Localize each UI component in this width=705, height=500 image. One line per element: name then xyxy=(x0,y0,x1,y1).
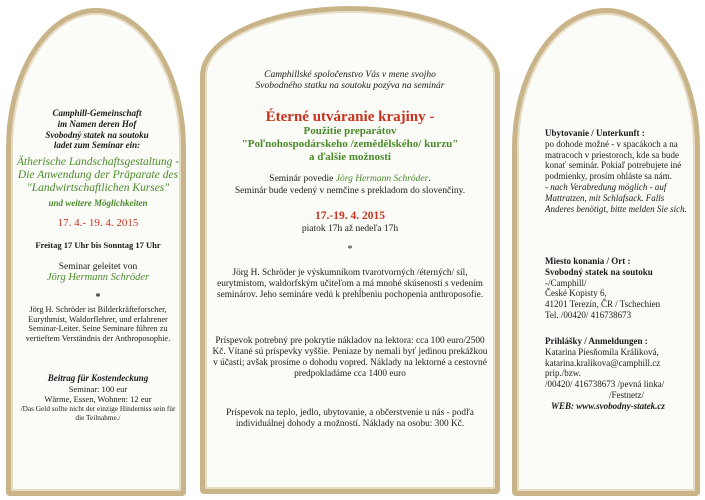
registration-email: katarina.kralikova@camphill.cz xyxy=(545,357,661,368)
mid-subtitle-1: Použitie preparátov xyxy=(303,125,397,137)
org-line: Svobodný statek na soutoku xyxy=(45,129,149,140)
org-line: im Namen deren Hof xyxy=(57,118,137,129)
registration-line: príp./bzw. xyxy=(545,368,581,379)
place-line: 41201 Terezín, ČR / Tschechien xyxy=(545,299,661,310)
lodging-text: po dohode možné - v spacákoch a na matracoch v priestoroch, kde sa bude konať seminár. Pokiaľ potrebujete iné podmienky, prosím ohláste sa nám. xyxy=(545,138,682,182)
left-dates: 17. 4.- 19. 4. 2015 xyxy=(57,217,139,229)
intro-line: Camphillské spoločenstvo Vás v mene svojho xyxy=(264,70,436,80)
left-times: Freitag 17 Uhr bis Sonntag 17 Uhr xyxy=(35,240,161,250)
registration-line: /Festnetz/ xyxy=(609,389,644,400)
place-line: Tel. /00420/ 416738673 xyxy=(545,309,632,320)
place-line: -/Camphill/ xyxy=(545,277,587,288)
mid-stay: Príspevok na teplo, jedlo, ubytovanie, a občerstvenie u nás - podľa individuálnej dohody a možností. Náklady na osobu: 300 Kč. xyxy=(226,408,474,430)
registration-line: /00420/ 416738673 /pevná linka/ xyxy=(545,379,665,390)
mid-fee: Príspevok potrebný pre pokrytie nákladov na lektora: cca 100 euro/2500 Kč. Vítané sú príspevky vyššie. Peniaze by nemali byť jedinou prekážkou v účasti; avšak prosíme o dohodu vopred. Náklady na lektorné a cestovné predpokladáme cca 1400 euro xyxy=(212,336,488,380)
lodging-title: Ubytovanie / Unterkunft xyxy=(545,128,640,138)
right-panel xyxy=(512,8,700,496)
left-bio: Jörg H. Schröder ist Bilderkräfteforscher, Eurythmist, Waldorflehrer, und erfahrener Seminar-Leiter. Seine Seminare führen zu vertieftem Verständnis der Anthroposophie. xyxy=(25,305,171,343)
fee-line: Seminar: 100 eur xyxy=(68,384,128,394)
mid-lecturer-name: Jörg Hermann Schröder xyxy=(335,174,429,184)
mid-title: Éterné utváranie krajiny - xyxy=(265,109,435,125)
mid-intro xyxy=(215,70,485,93)
mid-led-by: Seminár povedie Jörg Hermann Schröder. xyxy=(269,174,431,184)
left-panel xyxy=(6,8,186,496)
org-line: ladet zum Seminar ein: xyxy=(53,140,141,151)
right-lodging: Ubytovanie / Unterkunft : po dohode možné - v spacákoch a na matracoch v priestoroch, kde sa bude konať seminár. Pokiaľ potrebujete iné podmienky, prosím ohláste sa nám. - nach Verabredung möglich - auf Mattratzen, mit Schlafsack. Falls Anderes benötigt, bitte melden Sie sich. xyxy=(545,128,693,214)
place-line: České Kopisty 6, xyxy=(545,288,607,299)
intro-line: Svobodného statku na soutoku pozýva na seminár xyxy=(255,81,445,92)
registration-line: Katarina Piesňomila Králiková, xyxy=(545,346,659,357)
mid-subtitle-3: a ďalšie možnosti xyxy=(308,151,391,163)
left-organizer xyxy=(24,108,170,151)
left-subtitle: und weitere Möglichkeiten xyxy=(48,198,148,208)
org-line: Camphill-Gemeinschaft xyxy=(52,108,142,118)
left-title: Ätherische Landschaftsgestaltung - Die Anwendung der Präparate des "Landwirtschaftlichen Kurses" xyxy=(16,156,180,195)
left-separator: * xyxy=(95,292,101,303)
website-link: WEB: www.svobodny-statek.cz xyxy=(551,400,665,411)
lodging-text-de: - nach Verabredung möglich - auf Mattratzen, mit Schlafsack. Falls Anderes benötigt, bitte melden Sie sich. xyxy=(545,181,687,214)
right-registration xyxy=(545,336,693,412)
left-lecturer-name: Jörg Hermann Schröder xyxy=(46,272,150,283)
mid-language: Seminár bude vedený v nemčine s prekladom do slovenčiny. xyxy=(234,186,466,196)
registration-title: Prihlášky / Anmeldungen : xyxy=(545,336,648,346)
right-place xyxy=(545,256,693,321)
left-fee-lines xyxy=(18,384,178,404)
place-name: Svobodný statek na soutoku xyxy=(545,266,653,277)
mid-subtitle-2: "Poľnohospodárskeho /zemědělského/ kurzu" xyxy=(241,138,459,150)
mid-separator: * xyxy=(347,244,353,255)
mid-times: piatok 17h až nedeľa 17h xyxy=(301,224,399,234)
left-led-by: Seminar geleitet von xyxy=(58,262,138,272)
place-title: Miesto konania / Ort : xyxy=(545,256,631,266)
mid-dates: 17.-19. 4. 2015 xyxy=(315,210,385,222)
left-fee-title: Beitrag für Kostendeckung xyxy=(47,373,149,383)
mid-bio: Jörg H. Schröder je výskumníkom tvarotvorných /éterných/ síl, eurytmistom, waldorfským učiteľom a má mnohé skúsenosti s vedením seminárov. Jeho semináre vedú k prehĺbeniu pochopenia anthroposofie. xyxy=(216,268,484,301)
fee-line: Wärme, Essen, Wohnen: 12 eur xyxy=(44,394,152,405)
left-fee-note: /Das Geld sollte nicht der einzige Hinderniss sein für die Teilnahme./ xyxy=(20,404,176,422)
